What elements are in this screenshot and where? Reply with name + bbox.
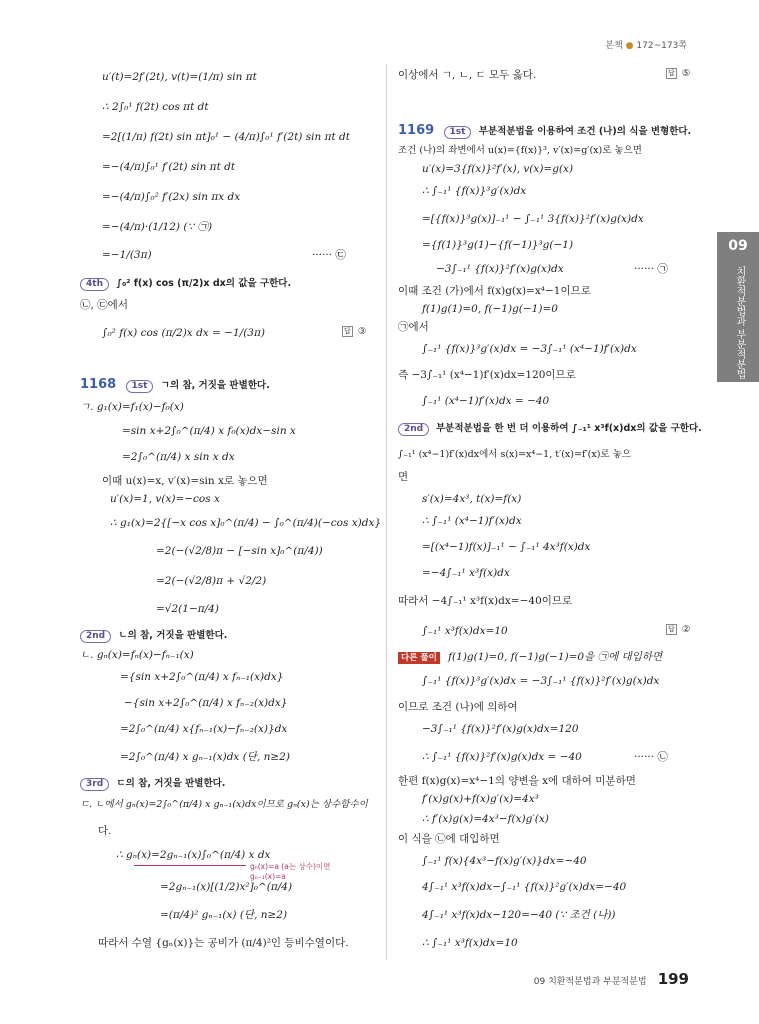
solution-line: ∫₋₁¹ x³f(x)dx=10 — [422, 625, 508, 637]
column-divider — [386, 64, 387, 960]
page-number: 199 — [657, 970, 689, 988]
solution-line: 따라서 수열 {gₙ(x)}는 공비가 (π/4)²인 등비수열이다. — [98, 937, 349, 949]
equation-tag: ······ ㉡ — [634, 751, 668, 763]
solution-line: =−(4/π)∫₀¹ f′(2t) sin πt dt — [102, 161, 236, 173]
answer-value: ⑤ — [681, 68, 691, 79]
margin-note — [250, 862, 330, 882]
answer-value: ② — [681, 624, 691, 635]
answer-mark — [666, 624, 690, 635]
margin-note-line: gₙ₋₁(x)=a — [250, 872, 286, 881]
problem-heading — [398, 124, 691, 139]
step-text: ㄱ의 참, 거짓을 판별한다. — [160, 380, 270, 391]
solution-line: =−1/(3π) — [102, 249, 152, 261]
solution-line: ∫₋₁¹ {f(x)}³g′(x)dx = −3∫₋₁¹ (x⁴−1)f′(x)dx — [422, 343, 637, 355]
step-heading — [398, 422, 702, 436]
problem-heading — [80, 378, 270, 393]
solution-line: =2(−(√2/8)π − [−sin x]₀^(π/4)) — [156, 545, 323, 557]
solution-line: =−(4/π)∫₀² f′(2x) sin πx dx — [102, 191, 241, 203]
chapter-number: 09 — [728, 238, 748, 254]
solution-line: 한편 f(x)g(x)=x⁴−1의 양변을 x에 대하여 미분하면 — [398, 775, 636, 787]
step-badge: 3rd — [80, 778, 109, 791]
solution-line: =−4∫₋₁¹ x³f(x)dx — [422, 567, 510, 579]
step-badge: 2nd — [80, 630, 111, 643]
step-heading — [80, 776, 225, 791]
step-text: ∫₀² f(x) cos (π/2)x dx의 값을 구한다. — [116, 278, 292, 289]
equation-tag: ······ ㉢ — [312, 249, 346, 261]
answer-mark — [666, 68, 690, 79]
highlight-underline — [134, 865, 246, 866]
solution-line: ∫₋₁¹ (x⁴−1)f′(x)dx에서 s(x)=x⁴−1, t′(x)=f′(x)로 놓으 — [398, 449, 631, 460]
answer-mark — [342, 326, 366, 337]
step-text: 부분적분법을 이용하여 조건 (나)의 식을 변형한다. — [478, 126, 692, 137]
step-text: 부분적분법을 한 번 더 이용하여 ∫₋₁¹ x³f(x)dx의 값을 구한다. — [436, 423, 702, 434]
solution-line: ㄴ. gₙ(x)=fₙ(x)−fₙ₋₁(x) — [80, 649, 194, 661]
bullet-icon: ● — [625, 41, 634, 51]
solution-line: −3∫₋₁¹ {f(x)}²f′(x)g(x)dx — [436, 263, 564, 275]
solution-line: ∴ ∫₋₁¹ {f(x)}²f′(x)g(x)dx = −40 — [422, 751, 582, 763]
solution-line: s′(x)=4x³, t(x)=f(x) — [422, 493, 522, 505]
answer-box-icon: 답 — [668, 625, 675, 633]
solution-line: =√2(1−π/4) — [156, 603, 219, 615]
answer-value: ③ — [357, 326, 367, 337]
page-header — [605, 38, 687, 51]
solution-line: =2gₙ₋₁(x)[(1/2)x²]₀^(π/4) — [160, 881, 293, 893]
problem-number: 1169 — [398, 123, 435, 138]
solution-line: =2∫₀^(π/4) x{fₙ₋₁(x)−fₙ₋₂(x)}dx — [120, 723, 288, 735]
solution-line: =−(4/π)·(1/12) (∵ ㉠) — [102, 221, 213, 233]
solution-line: f′(x)g(x)+f(x)g′(x)=4x³ — [422, 793, 539, 805]
solution-line: 4∫₋₁¹ x³f(x)dx−120=−40 (∵ 조건 (나)) — [422, 909, 616, 921]
margin-note-line: gₙ(x)=a (a는 상수)이면 — [250, 862, 331, 871]
solution-line: ∫₋₁¹ {f(x)}³g′(x)dx = −3∫₋₁¹ {f(x)}²f′(x)g(x)dx — [422, 675, 660, 687]
header-page-range: 172~173쪽 — [636, 41, 687, 51]
footer-chapter: 09 치환적분법과 부분적분법 — [533, 977, 647, 987]
step-heading — [80, 276, 291, 291]
step-badge: 2nd — [398, 423, 429, 436]
solution-line: ={sin x+2∫₀^(π/4) x fₙ₋₁(x)dx} — [120, 671, 284, 683]
equation-tag: ······ ㉠ — [634, 263, 668, 275]
solution-line: =[{f(x)}³g(x)]₋₁¹ − ∫₋₁¹ 3{f(x)}²f′(x)g(x)dx — [422, 213, 644, 225]
step-badge: 1st — [126, 380, 154, 393]
solution-line: −{sin x+2∫₀^(π/4) x fₙ₋₂(x)dx} — [124, 697, 288, 709]
solution-line: u′(x)=3{f(x)}²f′(x), v(x)=g(x) — [422, 163, 574, 175]
solution-line: ∴ ∫₋₁¹ x³f(x)dx=10 — [422, 937, 518, 949]
solution-line: 이 식을 ㉡에 대입하면 — [398, 833, 500, 845]
solution-line: ∴ gₙ(x)=2gₙ₋₁(x)∫₀^(π/4) x dx — [116, 849, 271, 861]
solution-line: ∫₀² f(x) cos (π/2)x dx = −1/(3π) — [102, 327, 265, 339]
solution-line: =2(−(√2/8)π + √2/2) — [156, 575, 267, 587]
solution-line: ㄱ. g₁(x)=f₁(x)−f₀(x) — [80, 401, 184, 413]
solution-line: =2[(1/π) f(2t) sin πt]₀¹ − (4/π)∫₀¹ f′(2t) sin πt dt — [102, 131, 350, 143]
solution-line: 이므로 조건 (나)에 의하여 — [398, 701, 518, 713]
solution-line: ∴ f′(x)g(x)=4x³−f(x)g′(x) — [422, 813, 549, 825]
page-footer — [534, 969, 689, 988]
solution-line: f(1)g(1)=0, f(−1)g(−1)=0 — [422, 303, 558, 315]
answer-box-icon: 답 — [344, 327, 351, 335]
solution-line: ∴ 2∫₀¹ f(2t) cos πt dt — [102, 101, 209, 113]
solution-line: =2∫₀^(π/4) x sin x dx — [122, 451, 235, 463]
step-text: ㄷ의 참, 거짓을 판별한다. — [116, 778, 226, 789]
solution-line: 이때 u(x)=x, v′(x)=sin x로 놓으면 — [102, 475, 268, 487]
solution-line: ∴ ∫₋₁¹ {f(x)}³g′(x)dx — [422, 185, 527, 197]
step-badge: 1st — [444, 126, 472, 139]
solution-line: ={f(1)}³g(1)−{f(−1)}³g(−1) — [422, 239, 574, 251]
solution-line: 이때 조건 (가)에서 f(x)g(x)=x⁴−1이므로 — [398, 285, 591, 297]
chapter-title-vertical: 치환적분법과 부분적분법 — [734, 266, 745, 380]
solution-line: 이상에서 ㄱ, ㄴ, ㄷ 모두 옳다. — [398, 69, 537, 81]
solution-line: u′(x)=1, v(x)=−cos x — [110, 493, 220, 505]
solution-line: ∫₋₁¹ f(x){4x³−f(x)g′(x)}dx=−40 — [422, 855, 587, 867]
step-text: ㄴ의 참, 거짓을 판별한다. — [118, 630, 228, 641]
solution-line: −3∫₋₁¹ {f(x)}²f′(x)g(x)dx=120 — [422, 723, 579, 735]
header-label: 본책 — [605, 41, 623, 51]
solution-line: =sin x+2∫₀^(π/4) x f₀(x)dx−sin x — [122, 425, 296, 437]
problem-number: 1168 — [80, 377, 117, 392]
step-badge: 4th — [80, 278, 109, 291]
solution-line: ∫₋₁¹ (x⁴−1)f′(x)dx = −40 — [422, 395, 550, 407]
solution-line: 면 — [398, 471, 409, 483]
answer-box-icon: 답 — [668, 69, 675, 77]
step-heading — [80, 628, 227, 643]
solution-line: 따라서 −4∫₋₁¹ x³f(x)dx=−40이므로 — [398, 595, 573, 607]
solution-line: 4∫₋₁¹ x³f(x)dx−∫₋₁¹ {f(x)}²g′(x)dx=−40 — [422, 881, 627, 893]
solution-line: =[(x⁴−1)f(x)]₋₁¹ − ∫₋₁¹ 4x³f(x)dx — [422, 541, 591, 553]
solution-line: 다. — [98, 825, 112, 837]
solution-line: ∴ g₁(x)=2{[−x cos x]₀^(π/4) − ∫₀^(π/4)(−cos x)dx} — [110, 517, 382, 529]
solution-line: =2∫₀^(π/4) x gₙ₋₁(x)dx (단, n≥2) — [120, 751, 290, 763]
solution-line: ㉠에서 — [398, 321, 429, 333]
solution-line: ∴ ∫₋₁¹ (x⁴−1)f′(x)dx — [422, 515, 522, 527]
solution-line: u′(t)=2f′(2t), v(t)=(1/π) sin πt — [102, 71, 257, 83]
solution-line: 즉 −3∫₋₁¹ (x⁴−1)f′(x)dx=120이므로 — [398, 369, 576, 381]
chapter-side-tab — [717, 232, 759, 382]
alt-solution-tag: 다른 풀이 — [398, 652, 440, 664]
solution-line: ㄷ. ㄴ에서 gₙ(x)=2∫₀^(π/4) x gₙ₋₁(x)dx이므로 gₙ(x)는 상수함수이 — [80, 799, 368, 810]
solution-line: =(π/4)² gₙ₋₁(x) (단, n≥2) — [160, 909, 288, 921]
solution-line: f(1)g(1)=0, f(−1)g(−1)=0을 ㉠에 대입하면 — [448, 651, 663, 663]
solution-line: ㉡, ㉢에서 — [80, 299, 128, 311]
solution-line: 조건 (나)의 좌변에서 u(x)={f(x)}³, v′(x)=g′(x)로 놓으면 — [398, 145, 642, 156]
alt-solution-heading — [398, 650, 662, 664]
